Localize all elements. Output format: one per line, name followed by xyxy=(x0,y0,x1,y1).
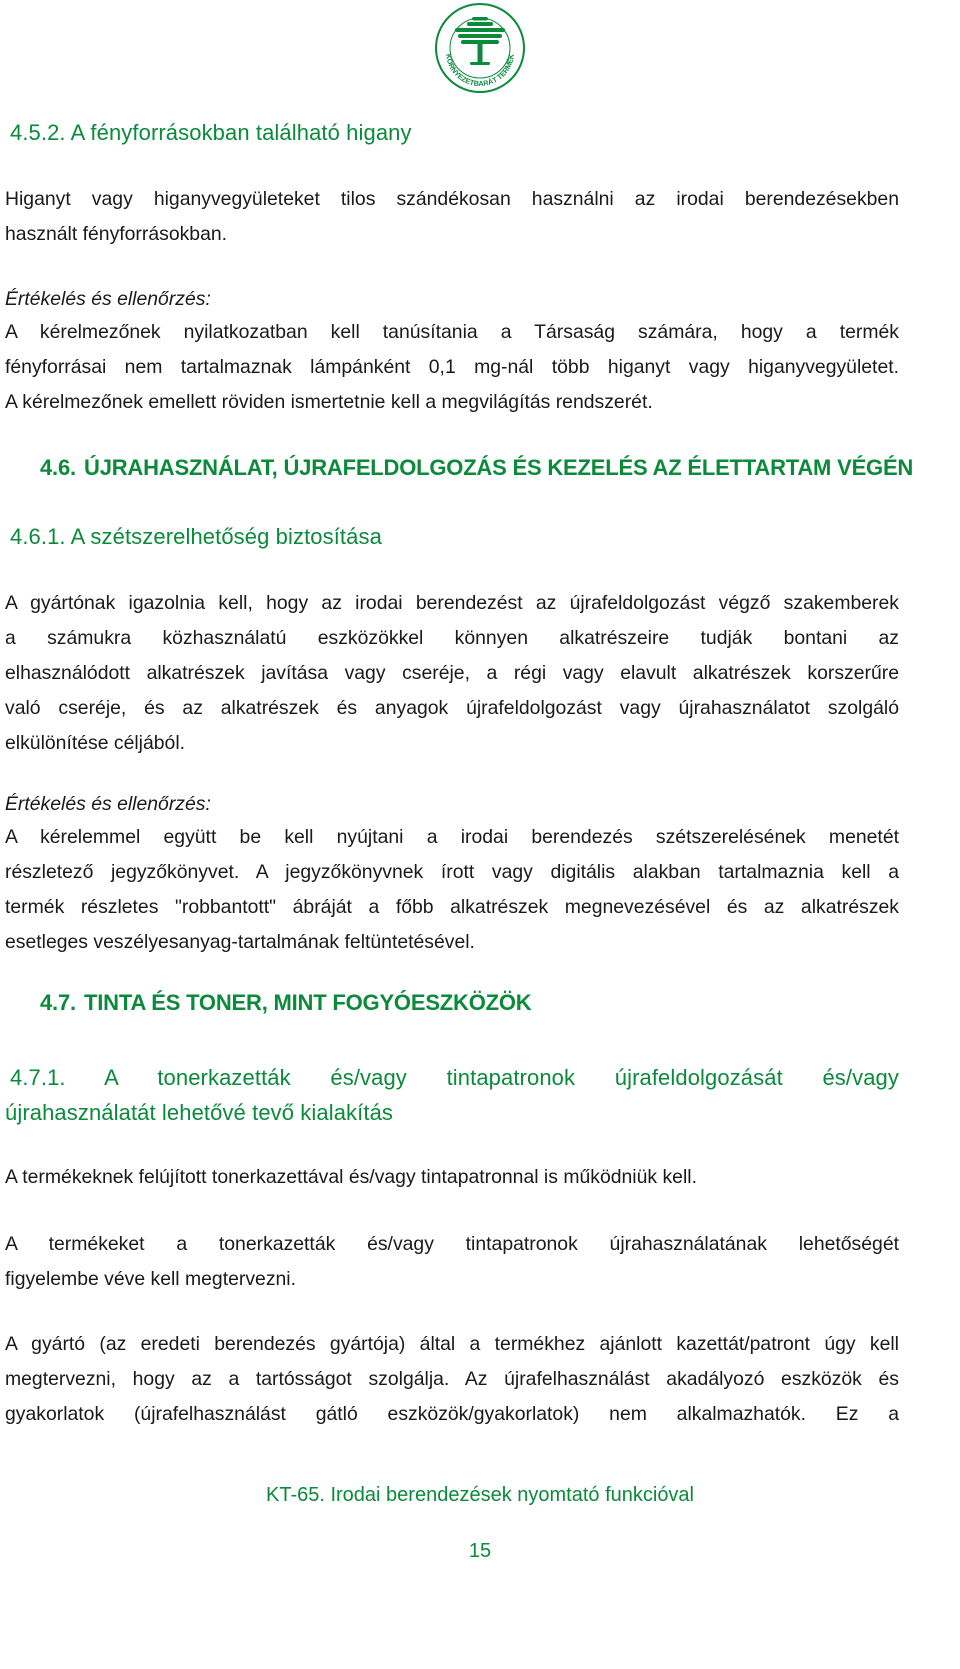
text-line: A termékeket a tonerkazetták és/vagy tintapatronok újrahasználatának lehetőségét xyxy=(5,1233,899,1255)
sec452-eval-label: Értékelés és ellenőrzés: xyxy=(5,288,211,310)
section-4-5-2-heading: 4.5.2. A fényforrásokban található higany xyxy=(10,120,412,145)
sec471-paragraph-1 xyxy=(5,1160,899,1195)
text-line: elhasználódott alkatrészek javítása vagy cseréje, a régi vagy elavult alkatrészek korszerűre xyxy=(5,662,899,684)
section-number: 4.6. xyxy=(40,455,76,480)
sec452-paragraph-2 xyxy=(5,315,899,420)
text-line: részletező jegyzőkönyvet. A jegyzőkönyvnek írott vagy digitális alakban tartalmaznia kell a xyxy=(5,861,899,883)
text-line: elkülönítése céljából. xyxy=(5,732,186,754)
text-line: A kérelmezőnek nyilatkozatban kell tanúsítania a Társaság számára, hogy a termék xyxy=(5,321,899,343)
sec452-paragraph-1 xyxy=(5,182,899,252)
sec471-paragraph-3 xyxy=(5,1327,899,1432)
section-title: ÚJRAHASZNÁLAT, ÚJRAFELDOLGOZÁS ÉS KEZELÉS AZ ÉLETTARTAM VÉGÉN xyxy=(84,455,914,480)
text-line: A kérelmezőnek emellett röviden ismertetnie kell a megvilágítás rendszerét. xyxy=(5,391,653,413)
text-line: fényforrásai nem tartalmaznak lámpánként 0,1 mg-nál több higanyt vagy higanyvegyületet. xyxy=(5,356,899,378)
text-line: való cseréje, és az alkatrészek és anyagok újrafeldolgozást vagy újrahasználatot szolgáló xyxy=(5,697,899,719)
text-line: Higanyt vagy higanyvegyületeket tilos szándékosan használni az irodai berendezésekben xyxy=(5,188,899,210)
text-line: termék részletes "robbantott" ábráját a főbb alkatrészek megnevezésével és az alkatrészek xyxy=(5,896,899,918)
page-number: 15 xyxy=(468,1540,492,1562)
sec461-eval-label: Értékelés és ellenőrzés: xyxy=(5,793,211,815)
logo-text: KÖRNYEZETBARÁT TERMÉK xyxy=(444,53,516,89)
tree-seal-icon xyxy=(434,2,526,94)
sec461-paragraph-2 xyxy=(5,820,899,960)
text-line: a számukra közhasználatú eszközökkel könnyen alkatrészeire tudják bontani az xyxy=(5,627,899,649)
text-line: használt fényforrásokban. xyxy=(5,223,228,245)
text-line: megtervezni, hogy az a tartósságot szolgálja. Az újrafelhasználást akadályozó eszközök és xyxy=(5,1368,899,1390)
text-line: A kérelemmel együtt be kell nyújtani a irodai berendezés szétszerelésének menetét xyxy=(5,826,899,848)
text-line: A gyártó (az eredeti berendezés gyártója) által a termékhez ajánlott kazettát/patront úgy kell xyxy=(5,1333,899,1355)
section-4-6-1-heading: 4.6.1. A szétszerelhetőség biztosítása xyxy=(10,524,382,549)
text-line: esetleges veszélyesanyag-tartalmának feltüntetésével. xyxy=(5,931,475,953)
sec471-paragraph-2 xyxy=(5,1227,899,1297)
section-4-7-heading xyxy=(40,990,531,1016)
heading-line: újrahasználatát lehetővé tevő kialakítás xyxy=(5,1100,394,1125)
text-line: A termékeknek felújított tonerkazettával és/vagy tintapatronnal is működniük kell. xyxy=(5,1166,697,1188)
section-number: 4.7. xyxy=(40,990,76,1015)
footer-title: KT-65. Irodai berendezések nyomtató funkcióval xyxy=(265,1484,695,1506)
text-line: A gyártónak igazolnia kell, hogy az irodai berendezést az újrafeldolgozást végző szakemberek xyxy=(5,592,899,614)
heading-line: 4.7.1. A tonerkazetták és/vagy tintapatronok újrafeldolgozását és/vagy xyxy=(10,1065,899,1090)
section-title: TINTA ÉS TONER, MINT FOGYÓESZKÖZÖK xyxy=(84,990,532,1015)
section-4-6-heading xyxy=(40,455,913,481)
sec461-paragraph-1 xyxy=(5,586,899,761)
section-4-7-1-heading xyxy=(5,1060,899,1130)
text-line: gyakorlatok (újrafelhasználást gátló eszközök/gyakorlatok) nem alkalmazhatók. Ez a xyxy=(5,1403,899,1425)
text-line: figyelembe véve kell megtervezni. xyxy=(5,1268,296,1290)
